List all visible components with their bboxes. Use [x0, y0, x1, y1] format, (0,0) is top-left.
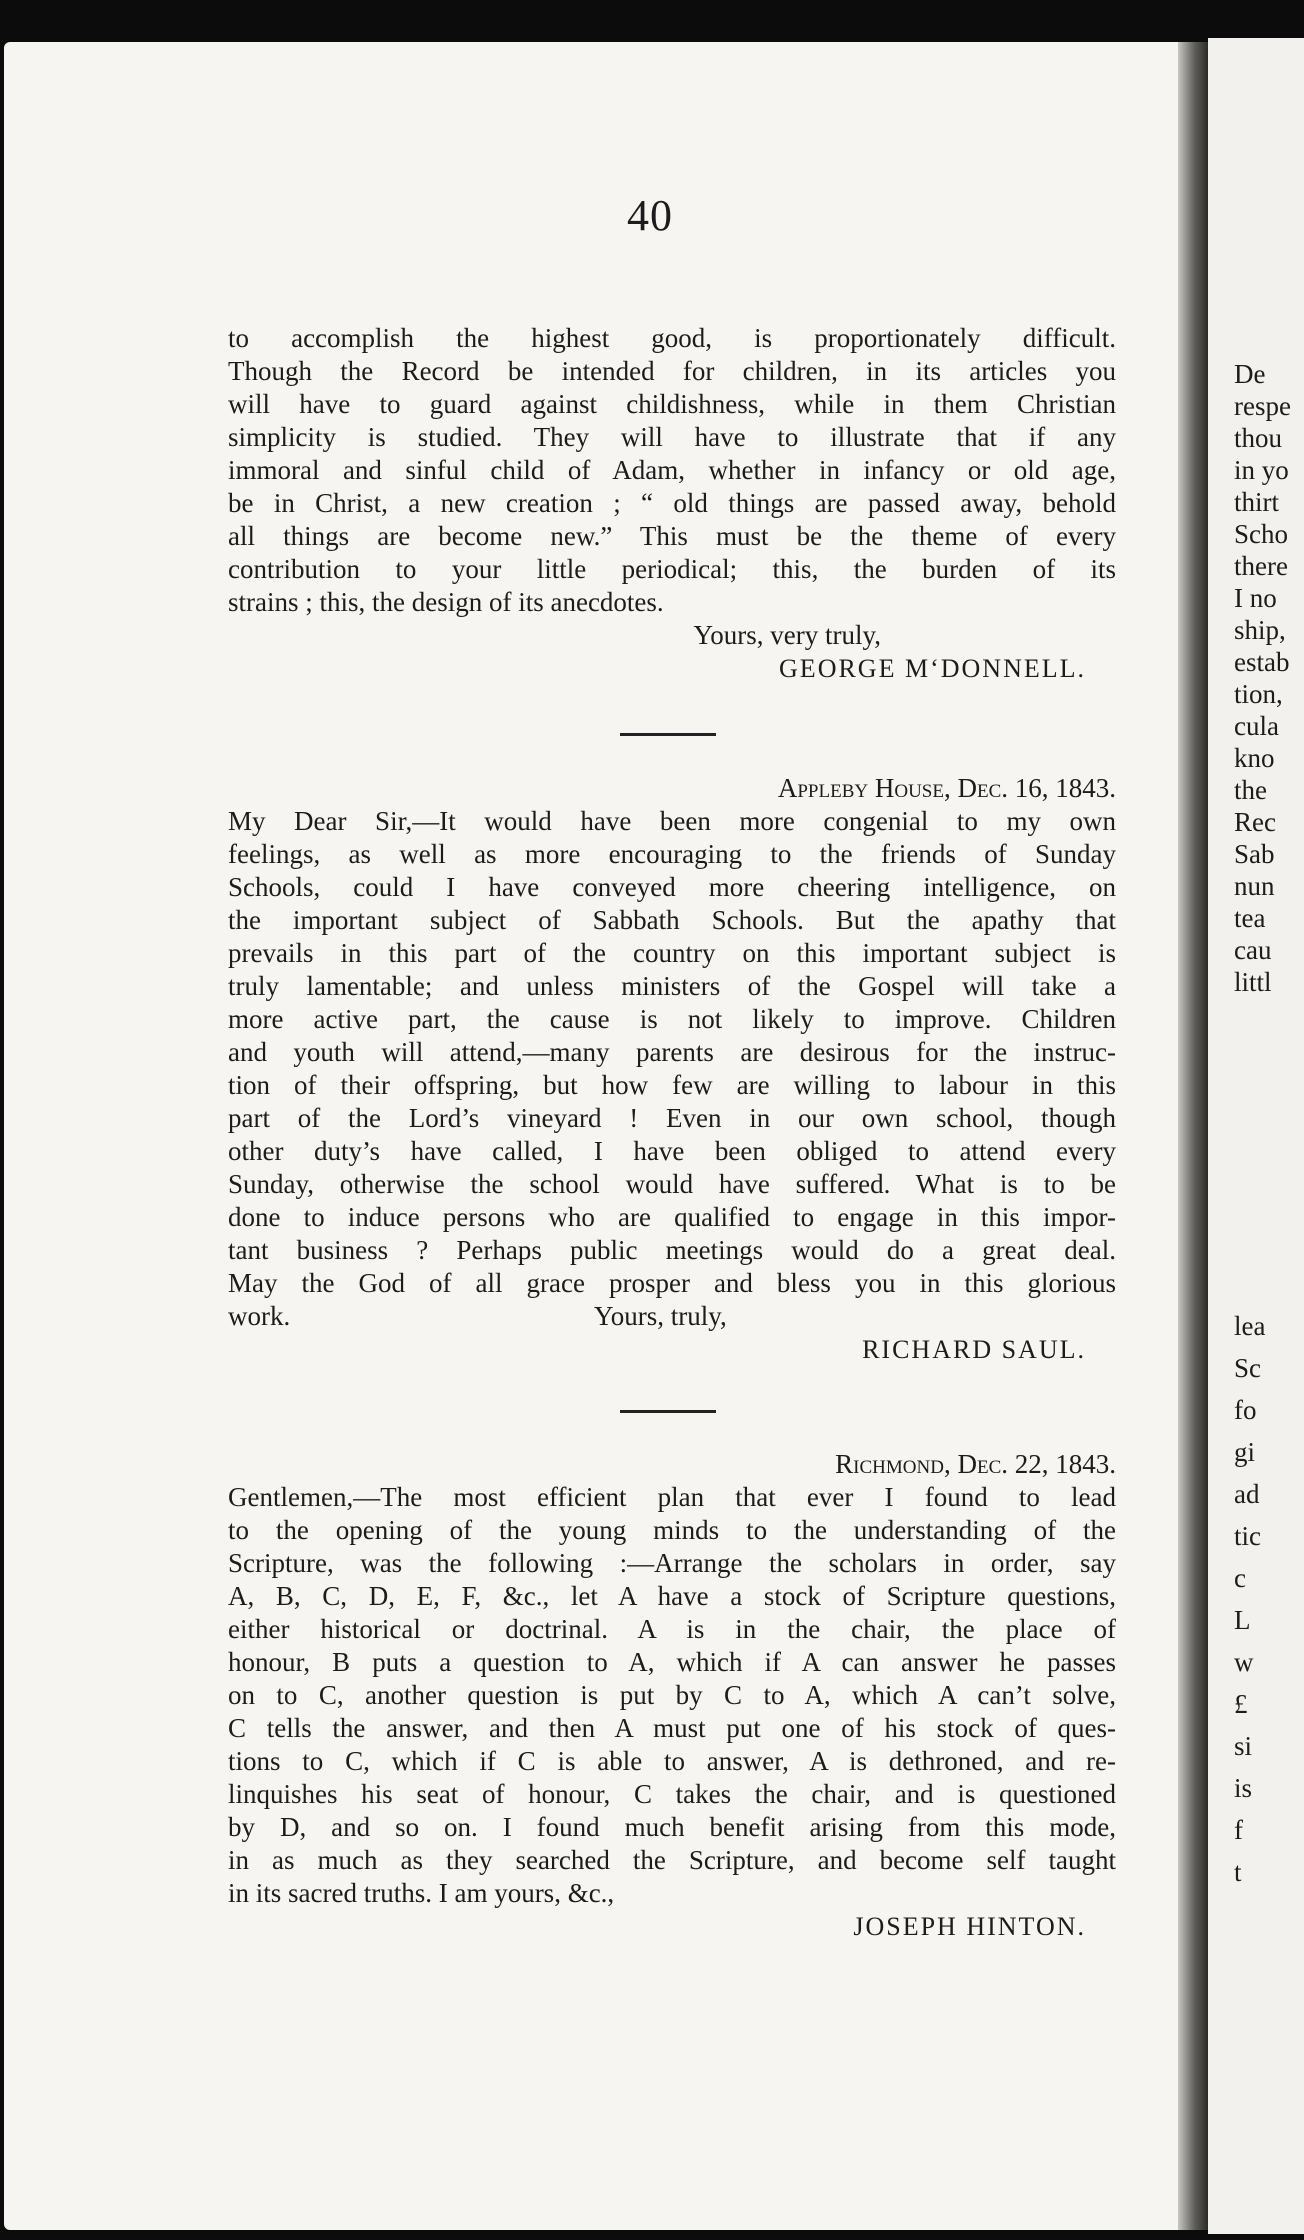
letter-line: the important subject of Sabbath Schools. But the apathy that: [228, 905, 1116, 935]
letter-line: on to C, another question is put by C to A, which A can’t solve,: [228, 1680, 1116, 1710]
letter-line: contribution to your little periodical; this, the burden of its: [228, 554, 1116, 584]
letter-closing: Yours, truly,: [594, 1301, 727, 1331]
facing-page-fragment: gi: [1234, 1437, 1256, 1467]
letter-line: A, B, C, D, E, F, &c., let A have a stock of Scripture questions,: [228, 1581, 1116, 1611]
letter-body: [228, 322, 1116, 619]
letter-line: other duty’s have called, I have been obliged to attend every: [228, 1136, 1116, 1166]
facing-page-fragment: w: [1234, 1647, 1254, 1677]
facing-page-fragment: tion,: [1234, 679, 1283, 709]
facing-page-fragment: f: [1234, 1815, 1243, 1845]
letter-line: will have to guard against childishness, while in them Christian: [228, 389, 1116, 419]
letter-line: feelings, as well as more encouraging to the friends of Sunday: [228, 839, 1116, 869]
facing-page-fragment: c: [1234, 1563, 1246, 1593]
letter-signature: RICHARD SAUL.: [862, 1335, 1086, 1364]
letter-line: May the God of all grace prosper and bless you in this glorious: [228, 1268, 1116, 1298]
letter-line: all things are become new.” This must be the theme of every: [228, 521, 1116, 551]
facing-page-fragment: is: [1234, 1773, 1253, 1803]
letter-line: C tells the answer, and then A must put one of his stock of ques-: [228, 1713, 1116, 1743]
letter-last-word: work.: [228, 1301, 291, 1331]
letter-line: tions to C, which if C is able to answer, A is dethroned, and re-: [228, 1746, 1116, 1776]
facing-page-fragment: Sc: [1234, 1353, 1261, 1383]
letter-line: in its sacred truths. I am yours, &c.,: [228, 1878, 615, 1908]
letter-line: to accomplish the highest good, is proportionately difficult.: [228, 323, 1116, 353]
letter-line: to the opening of the young minds to the understanding of the: [228, 1515, 1116, 1545]
page-number: 40: [627, 191, 673, 240]
facing-page: [1208, 38, 1304, 2234]
facing-page-fragment: kno: [1234, 743, 1275, 773]
letter-line: more active part, the cause is not likely to improve. Children: [228, 1004, 1116, 1034]
facing-page-fragment: cau: [1234, 935, 1272, 965]
book-gutter: [1178, 42, 1208, 2230]
facing-page-fragment: nun: [1234, 871, 1275, 901]
letter-line: be in Christ, a new creation ; “ old things are passed away, behold: [228, 488, 1116, 518]
section-divider: [620, 733, 716, 736]
letter-line: linquishes his seat of honour, C takes the chair, and is questioned: [228, 1779, 1116, 1809]
letter-line: Though the Record be intended for children, in its articles you: [228, 356, 1116, 386]
facing-page-fragment: cula: [1234, 711, 1279, 741]
facing-page-fragment: si: [1234, 1731, 1253, 1761]
letter-saul: [228, 772, 1116, 1366]
facing-page-fragment: £: [1234, 1689, 1248, 1719]
letter-closing: Yours, very truly,: [693, 620, 881, 650]
facing-page-fragment: there: [1234, 551, 1288, 581]
letter-line: done to induce persons who are qualified to engage in this impor-: [228, 1202, 1116, 1232]
facing-page-fragment: thou: [1234, 423, 1283, 453]
letter-line: and youth will attend,—many parents are desirous for the instruc-: [228, 1037, 1116, 1067]
facing-page-fragment: De: [1234, 359, 1266, 389]
facing-page-fragment: tic: [1234, 1521, 1261, 1551]
letter-line: Sunday, otherwise the school would have suffered. What is to be: [228, 1169, 1116, 1199]
letter-dateline: [228, 772, 1116, 805]
letter-line: by D, and so on. I found much benefit arising from this mode,: [228, 1812, 1116, 1842]
letter-dateline: [228, 1448, 1116, 1481]
letter-line: My Dear Sir,—It would have been more congenial to my own: [228, 806, 1116, 836]
letter-line: prevails in this part of the country on this important subject is: [228, 938, 1116, 968]
letter-line: part of the Lord’s vineyard ! Even in our own school, though: [228, 1103, 1116, 1133]
letter-line: tant business ? Perhaps public meetings would do a great deal.: [228, 1235, 1116, 1265]
facing-page-fragment: estab: [1234, 647, 1290, 677]
facing-page-fragment: tea: [1234, 903, 1266, 933]
dateline-text: Appleby House, Dec. 16, 1843.: [777, 773, 1116, 803]
letter-line: strains ; this, the design of its anecdotes.: [228, 587, 664, 617]
letter-line: simplicity is studied. They will have to illustrate that if any: [228, 422, 1116, 452]
letter-mcdonnell: [228, 322, 1116, 685]
facing-page-fragment: L: [1234, 1605, 1251, 1635]
letter-signature: JOSEPH HINTON.: [853, 1912, 1086, 1941]
letter-line: in as much as they searched the Scripture, and become self taught: [228, 1845, 1116, 1875]
letter-line: Scripture, was the following :—Arrange the scholars in order, say: [228, 1548, 1116, 1578]
facing-page-fragment: Sab: [1234, 839, 1275, 869]
letter-body: [228, 805, 1116, 1300]
letter-line: tion of their offspring, but how few are willing to labour in this: [228, 1070, 1116, 1100]
letter-body: [228, 1481, 1116, 1877]
section-divider: [620, 1410, 716, 1413]
facing-page-fragment: lea: [1234, 1311, 1266, 1341]
facing-page-fragment: Rec: [1234, 807, 1276, 837]
facing-page-fragment: respe: [1234, 391, 1291, 421]
facing-page-fragment: thirt: [1234, 487, 1279, 517]
facing-page-fragment: ship,: [1234, 615, 1286, 645]
letter-final-line: [228, 1300, 1116, 1333]
letter-line: honour, B puts a question to A, which if A can answer he passes: [228, 1647, 1116, 1677]
facing-page-fragment: I no: [1234, 583, 1277, 613]
letter-line: truly lamentable; and unless ministers of the Gospel will take a: [228, 971, 1116, 1001]
letter-line: either historical or doctrinal. A is in the chair, the place of: [228, 1614, 1116, 1644]
facing-page-fragment: ad: [1234, 1479, 1260, 1509]
letter-hinton: [228, 1448, 1116, 1943]
letter-line: Gentlemen,—The most efficient plan that ever I found to lead: [228, 1482, 1116, 1512]
dateline-text: Richmond, Dec. 22, 1843.: [835, 1449, 1116, 1479]
facing-page-fragment: t: [1234, 1857, 1242, 1887]
letter-line: Schools, could I have conveyed more cheering intelligence, on: [228, 872, 1116, 902]
letter-signature: GEORGE M‘DONNELL.: [779, 654, 1086, 683]
letter-line: immoral and sinful child of Adam, whether in infancy or old age,: [228, 455, 1116, 485]
facing-page-fragment: the: [1234, 775, 1267, 805]
facing-page-fragment: Scho: [1234, 519, 1288, 549]
facing-page-fragment: in yo: [1234, 455, 1289, 485]
facing-page-fragment: littl: [1234, 967, 1272, 997]
facing-page-fragment: fo: [1234, 1395, 1257, 1425]
